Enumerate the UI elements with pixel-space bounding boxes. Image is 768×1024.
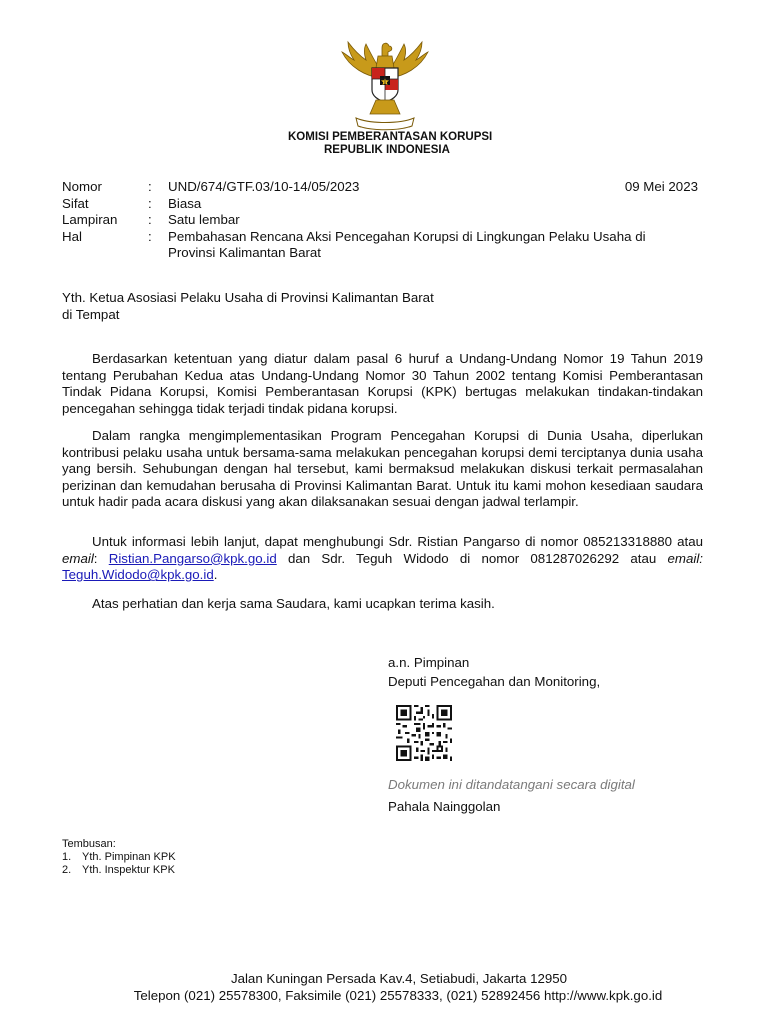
paragraph-text: Berdasarkan ketentuan yang diatur dalam pasal 6 huruf a Undang-Undang Nomor 19 Tahun 2019 tentang Perubahan Kedua atas Undang-Undang Nomor 30 Tahun 2002 tentang Komisi Pemberantasan Tindak Pidana Korupsi, Komisi Pemberantasan Korupsi (KPK) bertugas melakukan tindakan-tindakan pencegahan sehingga tidak terjadi tindak pidana korupsi.: [62, 351, 703, 416]
cc-item-text: Yth. Inspektur KPK: [82, 864, 175, 876]
cc-item-text: Yth. Pimpinan KPK: [82, 851, 176, 863]
paragraph-text: Atas perhatian dan kerja sama Saudara, kami ucapkan terima kasih.: [92, 596, 495, 611]
meta-row-lampiran: [62, 212, 702, 229]
contact-text: Untuk informasi lebih lanjut, dapat menghubungi Sdr. Ristian Pangarso di nomor 085213318880 atau: [92, 534, 703, 549]
cc-title: Tembusan:: [62, 838, 116, 850]
meta-row-hal: [62, 229, 702, 262]
footer-address-text: Jalan Kuningan Persada Kav.4, Setiabudi, Jakarta 12950: [230, 971, 568, 986]
cc-item-number: 2.: [62, 864, 72, 876]
contact-text: dan Sdr. Teguh Widodo di nomor 081287026292 atau: [276, 550, 668, 566]
email-label: email:: [667, 550, 704, 566]
meta-value: UND/674/GTF.03/10-14/05/2023: [168, 179, 360, 194]
meta-row-sifat: [62, 196, 702, 213]
paragraph-closing: [62, 596, 703, 613]
cc-item: [62, 864, 176, 877]
period: .: [213, 567, 218, 583]
meta-value: Satu lembar: [168, 212, 240, 228]
paragraph-legal-basis: [62, 351, 703, 417]
recipient: [62, 290, 434, 323]
qr-code-icon: [396, 705, 452, 761]
meta-row-nomor: [62, 179, 702, 196]
meta-colon: :: [148, 195, 152, 211]
paragraph-invitation: [62, 428, 703, 511]
letter-meta: [62, 179, 702, 262]
paragraph-text: Dalam rangka mengimplementasikan Program Pencegahan Korupsi di Dunia Usaha, diperlukan kontribusi pelaku usaha untuk bersama-sama melakukan pencegahan korupsi demi terciptanya dunia usaha yang bersih. Sehubungan dengan hal tersebut, kami bermaksud melakukan diskusi terkait permasalahan perizinan dan kemudahan berusaha di Provinsi Kalimantan Barat. Untuk itu kami mohon kesediaan saudara untuk hadir pada acara diskusi yang akan dilaksanakan sesuai dengan jadwal terlampir.: [62, 428, 703, 510]
digital-signature-note: Dokumen ini ditandatangani secara digital: [388, 777, 635, 792]
meta-label: Nomor: [62, 179, 102, 194]
recipient-place: di Tempat: [62, 306, 120, 322]
org-country: REPUBLIK INDONESIA: [324, 144, 450, 156]
recipient-line: Yth. Ketua Asosiasi Pelaku Usaha di Provinsi Kalimantan Barat: [62, 290, 434, 305]
meta-label: Hal: [62, 228, 82, 244]
paragraph-contact-text: [62, 534, 703, 584]
meta-colon: :: [148, 228, 152, 244]
meta-label: Lampiran: [62, 212, 118, 228]
org-name: KOMISI PEMBERANTASAN KORUPSI: [288, 131, 493, 143]
meta-value: Pembahasan Rencana Aksi Pencegahan Korupsi di Lingkungan Pelaku Usaha di Provinsi Kalimantan Barat: [168, 228, 646, 261]
email-label: email: [62, 550, 94, 566]
separator: :: [93, 550, 109, 566]
signature-on-behalf: a.n. Pimpinan: [388, 655, 470, 670]
footer-address: [0, 971, 768, 988]
meta-value: Biasa: [168, 195, 202, 211]
meta-colon: :: [148, 179, 152, 194]
paragraph-contact: [62, 534, 703, 584]
cc-item-number: 1.: [62, 851, 72, 863]
letter-date: 09 Mei 2023: [624, 179, 698, 194]
email-link-teguh[interactable]: Teguh.Widodo@kpk.go.id: [62, 567, 214, 583]
meta-colon: :: [148, 212, 152, 228]
signature-title: Deputi Pencegahan dan Monitoring,: [388, 674, 601, 689]
footer-contact: [0, 988, 768, 1005]
cc-item: [62, 851, 176, 864]
footer-contact-text: Telepon (021) 25578300, Faksimile (021) 25578333, (021) 52892456 http://www.kpk.go.id: [133, 988, 663, 1003]
meta-label: Sifat: [62, 195, 89, 211]
email-link-ristian[interactable]: Ristian.Pangarso@kpk.go.id: [108, 550, 277, 566]
garuda-emblem-logo: [336, 38, 434, 134]
signer-name: Pahala Nainggolan: [388, 799, 501, 814]
carbon-copy: [62, 838, 176, 877]
